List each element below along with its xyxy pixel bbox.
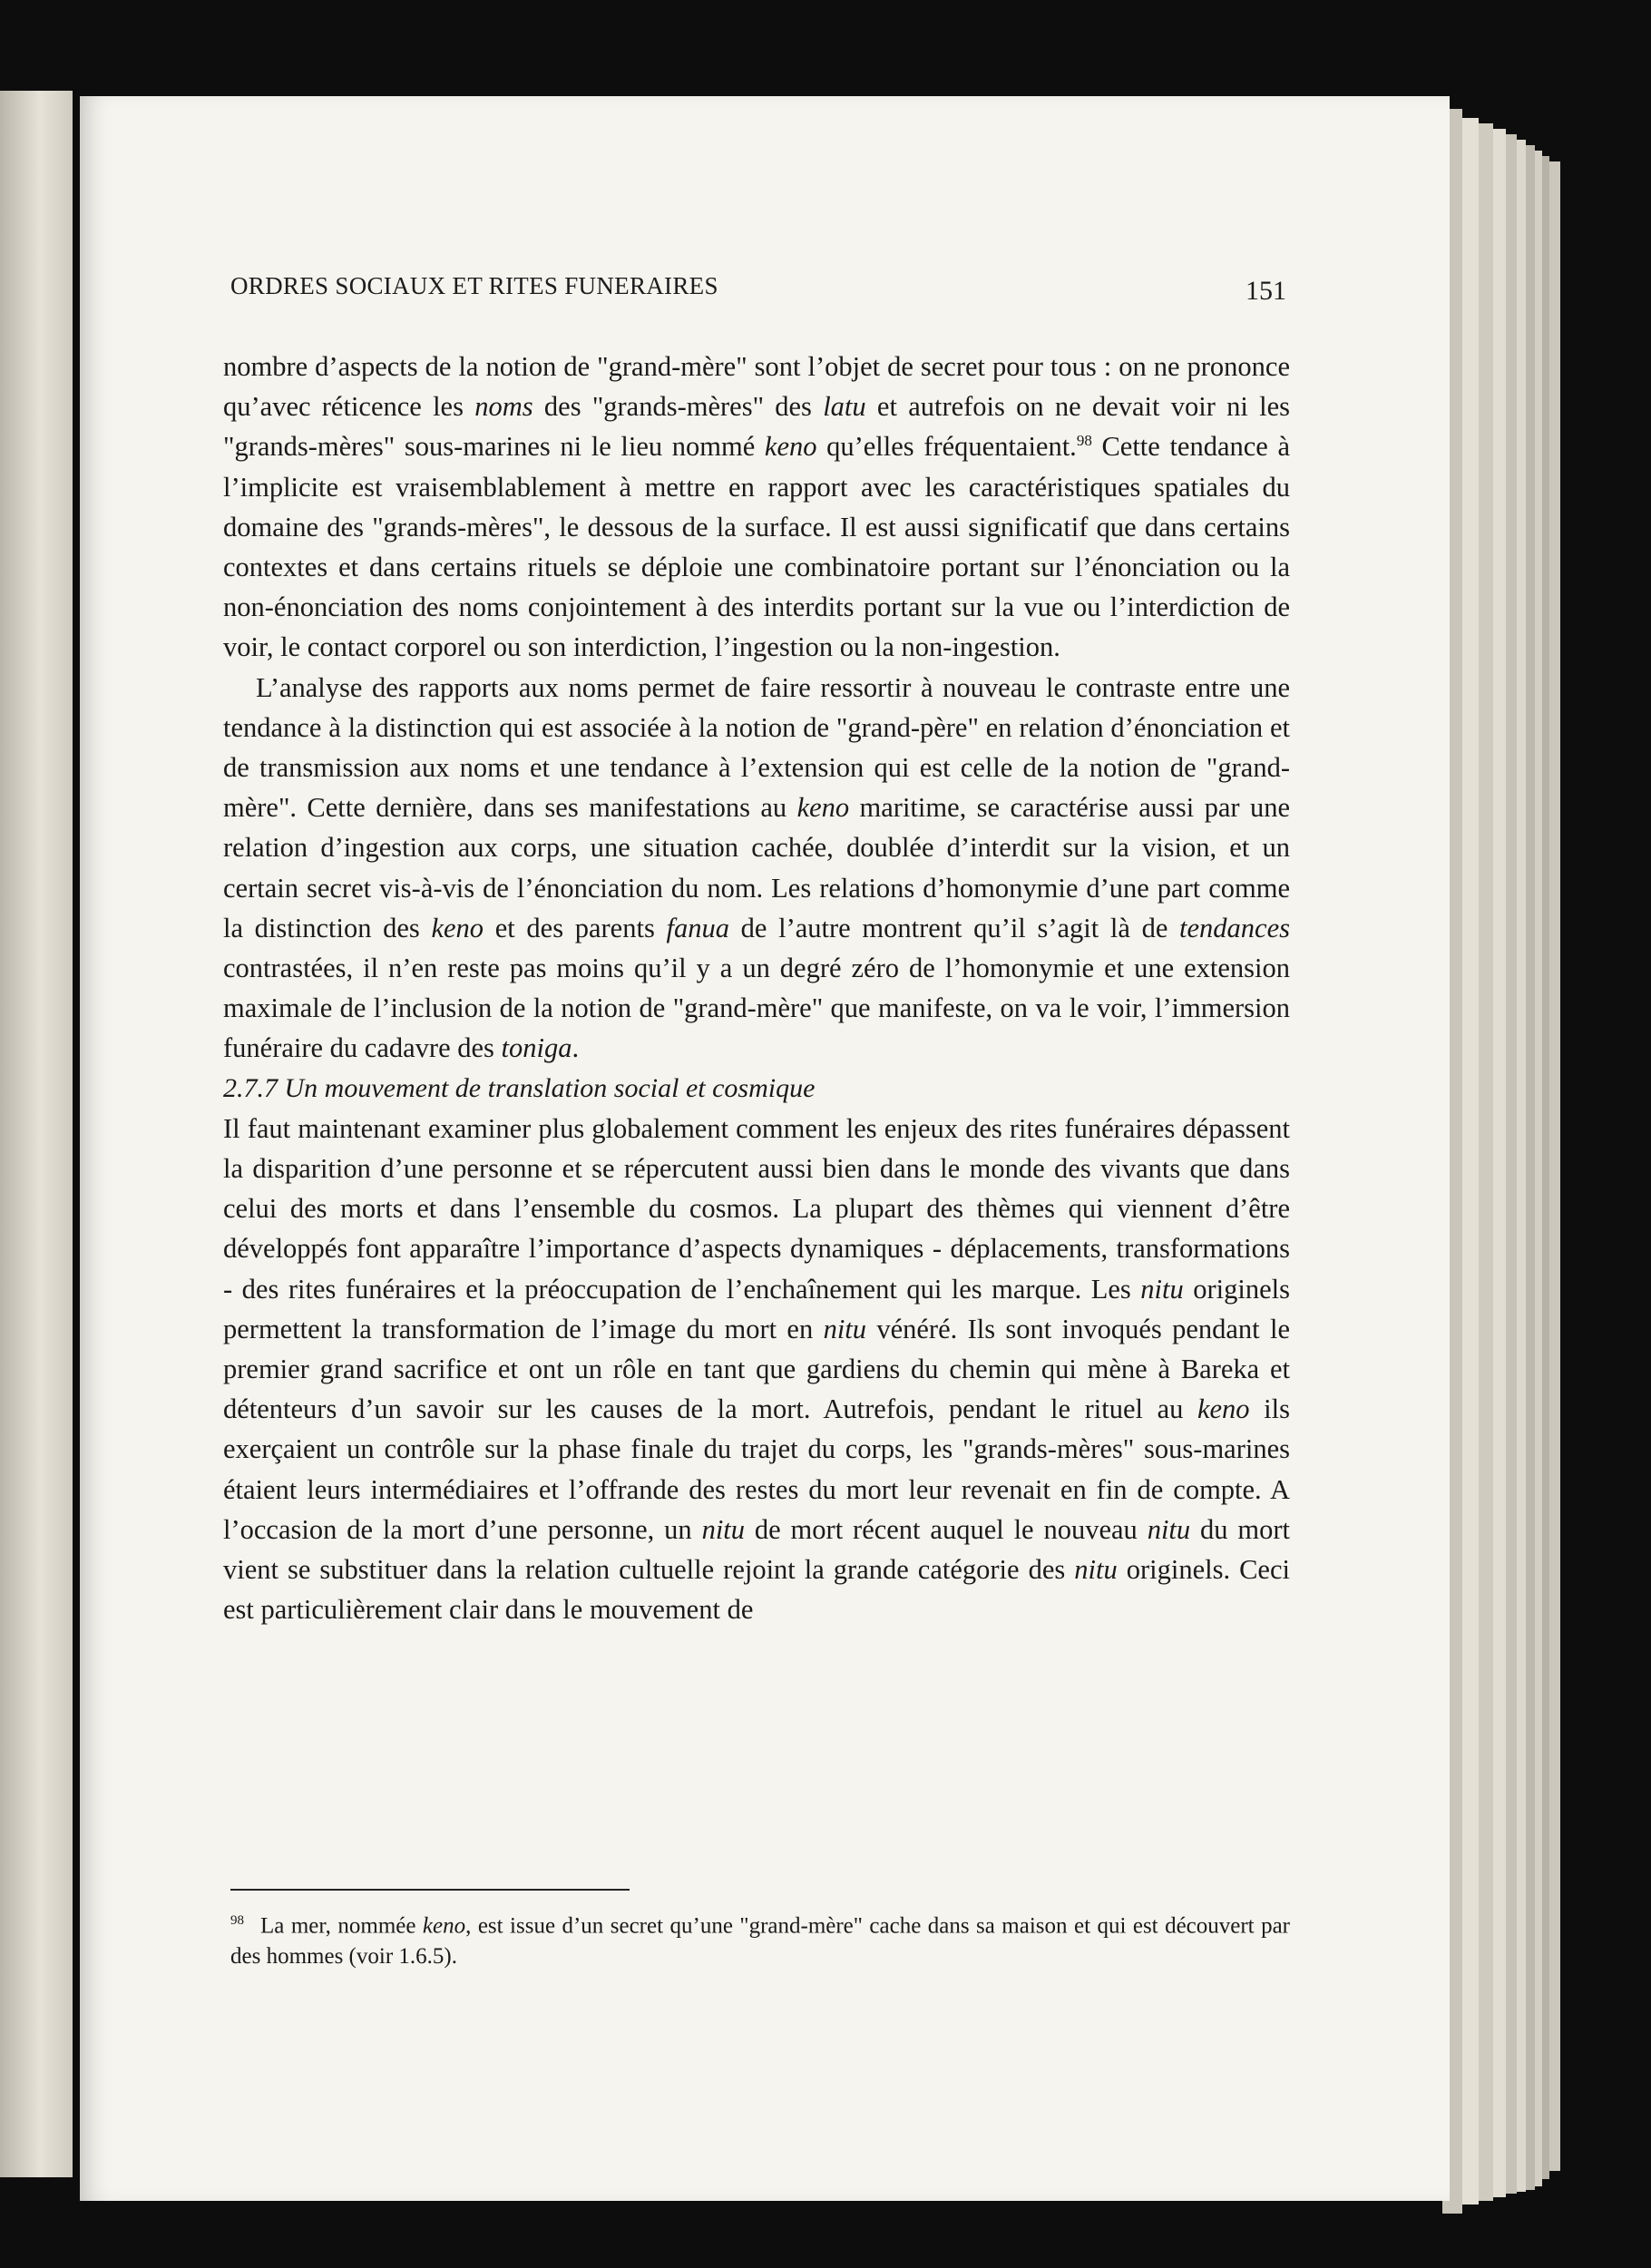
page-number: 151 <box>1246 276 1286 306</box>
italic-term: keno <box>764 431 817 463</box>
page-stack-edge <box>1535 151 1542 2186</box>
footnote-marker: 98 <box>230 1913 244 1928</box>
italic-term: toniga <box>501 1032 572 1064</box>
page-stack-edge <box>1517 140 1526 2192</box>
italic-term: keno <box>1197 1393 1250 1425</box>
footnote-reference: 98 <box>1076 432 1092 450</box>
text-run: ils exerçaient un contrôle sur la phase finale du trajet du corps, les "grands-mères" sous-marines étaient leurs intermédiaires et l’offrande des restes du mort leur revenait en fin de compte. A l’occasion de la mort d’une personne, un <box>223 1393 1290 1545</box>
text-run: de mort récent auquel le nouveau <box>745 1513 1148 1545</box>
text-run: des "grands-mères" des <box>532 391 824 423</box>
page-stack-edge <box>1462 118 1479 2204</box>
text-run: Cette tendance à l’implicite est vraisemblablement à mettre en rapport avec les caractéristiques spatiales du domaine des "grands-mères", le dessous de la surface. Il est aussi significatif que dans certains contextes et dans certains rituels se déploie une combinatoire portant sur l’énonciation ou la non-énonciation des noms conjointement à des interdits portant sur la vue ou l’interdiction de voir, le contact corporel ou son interdiction, l’ingestion ou la non-ingestion. <box>223 431 1290 663</box>
italic-term: tendances <box>1179 912 1290 943</box>
text-run: . <box>572 1032 580 1064</box>
footnote-text <box>230 1913 1290 1969</box>
text-run: du mort vient se substituer dans la relation cultuelle rejoint la grande catégorie des <box>223 1513 1290 1586</box>
text-run: originels permettent la transformation de l’image du mort en <box>223 1273 1290 1344</box>
text-run: qu’elles fréquentaient. <box>816 431 1077 463</box>
italic-term: keno <box>422 1913 466 1939</box>
italic-term: nitu <box>1140 1273 1184 1305</box>
page-body <box>223 347 1290 1630</box>
text-run: de l’autre montrent qu’il s’agit là de <box>728 912 1180 943</box>
text-run: maritime, se caractérise aussi par une relation d’ingestion aux corps, une situation cachée, doublée d’interdit sur la vision, et un certain secret vis-à-vis de l’énonciation du nom. Les relations d’homonymie d’une part comme la distinction des <box>223 792 1290 943</box>
section-heading: 2.7.7 Un mouvement de translation social et cosmique <box>223 1072 816 1103</box>
running-title: ORDRES SOCIAUX ET RITES FUNERAIRES <box>230 272 718 299</box>
text-run: vénéré. Ils sont invoqués pendant le premier grand sacrifice et ont un rôle en tant que gardiens du chemin qui mène à Bareka et détenteurs d’un savoir sur les causes de la mort. Autrefois, pendant le rituel au <box>223 1313 1290 1425</box>
paragraph <box>223 347 1290 668</box>
page-stack-edge <box>1506 134 1517 2194</box>
italic-term: keno <box>431 912 484 943</box>
page-stack-edge <box>1542 156 1549 2179</box>
italic-term: nitu <box>1147 1513 1191 1545</box>
page-stack-edge <box>1549 161 1560 2171</box>
footnote-rule <box>230 1889 630 1891</box>
italic-term: fanua <box>666 912 729 943</box>
italic-term: nitu <box>823 1313 867 1344</box>
italic-term: nitu <box>701 1513 746 1545</box>
left-page-edge <box>0 91 73 2177</box>
text-run: contrastées, il n’en reste pas moins qu’il y a un degré zéro de l’homonymie et une extension maximale de l’inclusion de la notion de "grand-mère" que manifeste, on va le voir, l’immersion funéraire du cadavre des <box>223 953 1290 1064</box>
italic-term: latu <box>823 391 866 423</box>
page-stack-edge <box>1526 145 1535 2190</box>
page-stack-edge <box>1493 129 1506 2197</box>
paragraph <box>223 1109 1290 1630</box>
page-stack-edge <box>1479 123 1493 2201</box>
paragraph <box>223 668 1290 1069</box>
page-header <box>230 269 1286 305</box>
text-run: originels. Ceci est particulièrement clair dans le mouvement de <box>223 1554 1290 1626</box>
text-run: nombre d’aspects de la notion de "grand-mère" sont l’objet de secret pour tous : on ne prononce qu’avec réticence les <box>223 351 1290 423</box>
footnote <box>230 1905 1290 1972</box>
text-run: et autrefois on ne devait voir ni les "grands-mères" sous-marines ni le lieu nommé <box>223 391 1291 463</box>
text-run: et des parents <box>484 912 667 943</box>
text-run: Il faut maintenant examiner plus globalement comment les enjeux des rites funéraires dépassent la disparition d’une personne et se répercutent aussi bien dans le monde des vivants que dans celui des morts et dans l’ensemble du cosmos. La plupart des thèmes qui viennent d’être développés font apparaître l’importance d’aspects dynamiques - déplacements, transformations - des rites funéraires et la préoccupation de l’enchaînement qui les marque. Les <box>223 1112 1290 1305</box>
italic-term: noms <box>474 391 533 423</box>
text-run: , est issue d’un secret qu’une "grand-mère" cache dans sa maison et qui est découvert par des hommes (voir 1.6.5). <box>230 1913 1290 1970</box>
italic-term: nitu <box>1074 1554 1118 1586</box>
text-run: L’analyse des rapports aux noms permet de faire ressortir à nouveau le contraste entre une tendance à la distinction qui est associée à la notion de "grand-père" en relation d’énonciation et de transmission aux noms et une tendance à l’extension qui est celle de la notion de "grand-mère". Cette dernière, dans ses manifestations au <box>223 671 1290 824</box>
italic-term: keno <box>796 792 850 824</box>
text-run: La mer, nommée <box>260 1913 423 1939</box>
